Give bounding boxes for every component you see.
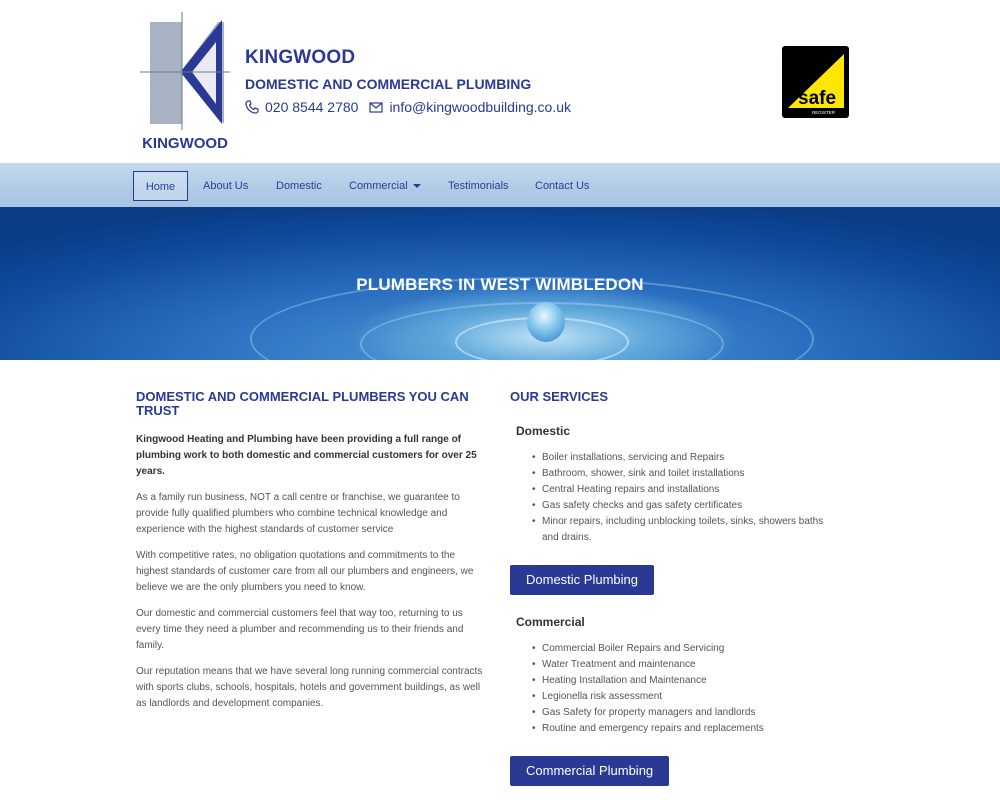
commercial-plumbing-button[interactable]: Commercial Plumbing: [510, 756, 669, 786]
list-item: • Bathroom, shower, sink and toilet installations: [532, 466, 830, 482]
intro-paragraph: With competitive rates, no obligation quotations and commitments to the highest standards of customer care from all our plumbers and engineers, we believe we are the only plumbers you need to know.: [136, 550, 474, 593]
services-heading: OUR SERVICES: [510, 389, 609, 404]
main-navigation: [0, 163, 1000, 207]
phone-link[interactable]: 020 8544 2780: [265, 99, 359, 115]
nav-item-about-us[interactable]: About Us: [203, 180, 249, 192]
intro-column: [136, 390, 486, 712]
domestic-plumbing-button[interactable]: Domestic Plumbing: [510, 565, 654, 595]
brand-name: KINGWOOD: [245, 47, 356, 68]
list-item: • Water Treatment and maintenance: [532, 657, 830, 673]
intro-paragraph: Our reputation means that we have several long running commercial contracts with sports clubs, schools, hospitals, hotels and government buildings, as well as landlords and development companies.: [136, 666, 483, 709]
gas-safe-badge: [782, 46, 849, 118]
contact-row: [245, 99, 571, 115]
nav-item-testimonials[interactable]: Testimonials: [448, 180, 509, 192]
list-item: • Routine and emergency repairs and replacements: [532, 721, 830, 737]
domestic-heading: Domestic: [516, 424, 571, 438]
services-column: [510, 390, 830, 786]
list-item: • Minor repairs, including unblocking toilets, sinks, showers baths and drains.: [532, 514, 830, 546]
intro-paragraph: As a family run business, NOT a call centre or franchise, we guarantee to provide fully qualified plumbers who combine technical knowledge and experience with the highest standards of customer service: [136, 492, 460, 535]
badge-safe-text: safe: [798, 88, 837, 109]
brand-tagline: DOMESTIC AND COMMERCIAL PLUMBING: [245, 76, 532, 92]
envelope-icon: [369, 100, 383, 114]
nav-item-commercial[interactable]: [337, 171, 433, 201]
water-droplet: [527, 302, 565, 342]
hero-banner: [0, 207, 1000, 360]
commercial-heading: Commercial: [516, 615, 585, 629]
list-item: • Gas Safety for property managers and landlords: [532, 705, 830, 721]
kingwood-logo[interactable]: [140, 12, 230, 152]
list-item: • Central Heating repairs and installations: [532, 482, 830, 498]
nav-item-commercial-label: Commercial: [349, 180, 408, 192]
site-header: [0, 0, 1000, 163]
logo-text: KINGWOOD: [142, 135, 228, 152]
intro-paragraph: Our domestic and commercial customers feel that way too, returning to us every time they need a plumber and recommending us to their friends and family.: [136, 608, 464, 651]
badge-gas-text: GAS: [792, 75, 799, 91]
hero-title: PLUMBERS IN WEST WIMBLEDON: [356, 275, 644, 294]
nav-item-contact-us[interactable]: Contact Us: [535, 180, 590, 192]
list-item: • Legionella risk assessment: [532, 689, 830, 705]
nav-item-domestic[interactable]: Domestic: [276, 180, 322, 192]
badge-register-text: REGISTER: [812, 110, 836, 115]
list-item: • Heating Installation and Maintenance: [532, 673, 830, 689]
kingwood-logo-mark: [140, 12, 230, 152]
nav-item-home[interactable]: Home: [133, 171, 188, 201]
brand-block: [245, 47, 571, 115]
email-link[interactable]: info@kingwoodbuilding.co.uk: [389, 99, 571, 115]
domestic-services-list: [510, 450, 830, 546]
intro-lead: Kingwood Heating and Plumbing have been providing a full range of plumbing work to both domestic and commercial customers for over 25 years.: [136, 434, 477, 477]
list-item: • Boiler installations, servicing and Repairs: [532, 450, 830, 466]
list-item: • Commercial Boiler Repairs and Servicing: [532, 641, 830, 657]
phone-icon: [245, 100, 259, 114]
list-item: • Gas safety checks and gas safety certificates: [532, 498, 830, 514]
commercial-services-list: [510, 641, 830, 737]
intro-heading: DOMESTIC AND COMMERCIAL PLUMBERS YOU CAN TRUST: [136, 389, 469, 418]
caret-down-icon: [413, 184, 421, 188]
